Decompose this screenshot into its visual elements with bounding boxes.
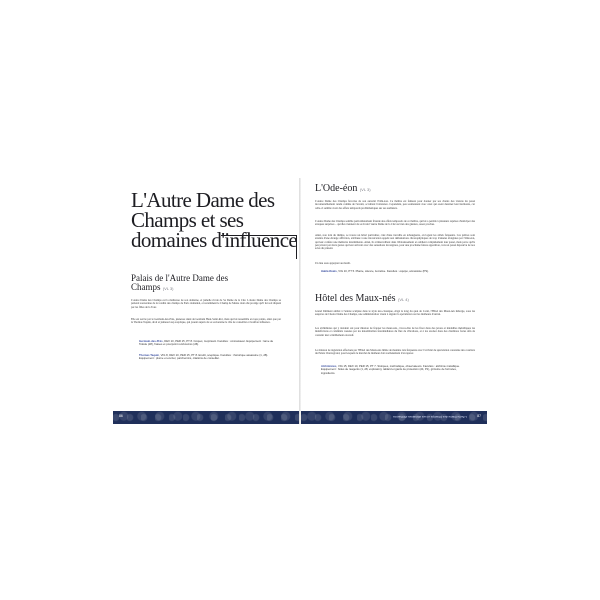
paragraph-palais-2: Elle est servie par le Germain-des-Prés, jeunesse réuni de Germain Haut-Saint-Roi, mais qui lui ressemble en tous points, ainsi que par le Thomas Taquin, droit et jumeau loup sceptique, qui jouent auprès de sa souveraine le rôle de conseiller et bouffon influence. [131,318,281,325]
paragraph-hotel-1: Grand bâtiment ambré à l'entrée sculptée dans le style néo-classique, érigé le long du quai de Conti, l'Hôtel des Maux-nés héberge, sous les auspices de l'Autre Dame des Champs, une administration visant à réguler la spéculation sur les malheurs d'autrui. [315,310,475,317]
paragraph-odeon-1: L'Autre Dame des Champs favorise de son autorité l'Odé-éon. Ce théâtre est fameux pour donner par ses chants des visions du passé incontestablement rendu comme de l'avenir, occultant l'existence. Cependant, peu soutiennent avec ceux qui osent dessiner leur harmonie, car celle-ci semble avoir des effets temporels problématiques sur ses auditeurs. [315,200,475,210]
stat-entry-hable-text: , VIG 10, PT 5. Plante, silence, lucrative. Facultés : équipé, amnésiste (PS). [336,270,429,273]
section-tag-hotel: (VL 4) [398,297,409,302]
running-head: L'Autre Dame des Champs et ses domaines d'influence [393,415,467,419]
stat-entry-alchimistes [321,365,471,375]
stat-entry-germain-text: , DEX 10, PER 15, PT 8. Coquet, méprisant. Facultés : connaisseur. Equipement : lame de Tolède (d8), fraises et pourpoint rembourrés (d6). [139,340,274,347]
stat-entry-alchimistes-text: , VIG 15, DEX 10, PER 15, PT 7. Stoïques, méthodique, observateurs. Facultés : alchimie métallique. Equipement : fioles de réagents (1, d8, explosion), tablard et gants de protection (d4, P1), grimoire de formules, ingrédients. [321,365,460,375]
section-title-hotel-text: Hôtel des Maux-nés [315,293,396,304]
title-rule-vertical [296,235,297,259]
stat-entry-hable-name: Hablé-Reals [321,270,337,273]
section-title-odeon [315,184,371,195]
section-tag-palais: (VL 3) [162,286,174,291]
left-page [113,178,299,424]
book-spread [113,178,487,424]
stat-entry-alchimistes-name: Alchimistes [321,365,337,368]
section-title-palais [131,274,251,293]
stat-entry-germain-name: Germain-des-Prés [139,340,163,343]
paragraph-hotel-3: La mission de régulation effectuée par l'Hôtel des Maux-nés limite de manière très fréquente avec l'activité de spéculation constante des courtiers du Palais Chartogrand, pour lesquels le marché du malheur doit normalement d'accaparer. [315,349,475,356]
stat-entry-thomas-name: Thomas Taquin [139,354,160,357]
paragraph-palais-1: L'Autre Dame des Champs est la maîtresse de son domaine, et jumelle rivale de Sa Dame de la Cité. L'Autre Dame des Champs se prétend souveraine de la totalité des champs de Paris domanial, et notamment le Champ de Marne dont elle protège qu'il lui soit disputé par les filles de la Tour. [131,299,281,309]
chapter-title: L'Autre Dame des Champs et ses domaines d'influence [131,188,298,252]
stat-entry-hable [321,270,471,273]
footer-band-left [113,411,299,424]
paragraph-odeon-4: Un lieu sous appuyant au mardi. [315,262,351,265]
right-page [301,178,487,424]
section-tag-odeon: (VL 3) [359,187,371,192]
title-rule-horizontal [221,235,297,236]
section-title-palais-text: Palais de l'Autre Dame des Champs [131,273,229,292]
paragraph-odeon-3: Ainsi, non loin du théâtre, se trouve un hôtel particulier, créé d'une travaille en échauguette, où logent les abbés fréquents. Ces prêtres sont atteints d'une étrange affliction, attribuée à une intoxication appelé aux démanations chronophysiques de trop d'années éloignées par l'Odé-éon, qui leur confère une mémoire intermittente. Ainsi, ils s'émerveillent dans l'éblouissement et oublient complètement leur passé, mais parce qu'ils perçoivent par mots gestes qui leur arrivent avec des sensations incongrues, pour une prochaine future apparition, vers un passé dépourvu de nos actes du présent. [315,234,475,251]
page-number-right: 87 [477,414,481,418]
stat-entry-thomas-text: , VIG 8, DEX 10, PER 15, PT 8. Erudit, sceptique. Facultés : rhétorique assassine (1, d8). Equipement : plume et encrier, parchemins, citations de conseiller. [139,354,269,361]
paragraph-hotel-2: Les alchimistes qui y résident ont pour mission de frapper les maux-nés, c'est-à-dire de les fixer dans des jetons et médailles métalliques les maléfictions et calamités causées par les innombrables intermédiaires du flux de vibrations, et à les stocker dans des chambres fortes afin de contenir leur scintillement excessif. [315,327,475,337]
paragraph-odeon-2: L'Autre Dame des Champs semble particulièrement friande des effets temporels de ce théâtre, qui lui a permis à plusieurs reprises d'anticiper des attaques surprises – qu'elles viennent de sa rivale l'Autre Dame de la Cité ou bien des géantes, assez proches. [315,220,475,227]
section-title-hotel [315,294,409,305]
section-title-odeon-text: L'Ode-éon [315,183,358,194]
page-number-left: 86 [119,414,123,418]
stat-entry-thomas [139,354,279,361]
stat-entry-germain [139,340,279,347]
